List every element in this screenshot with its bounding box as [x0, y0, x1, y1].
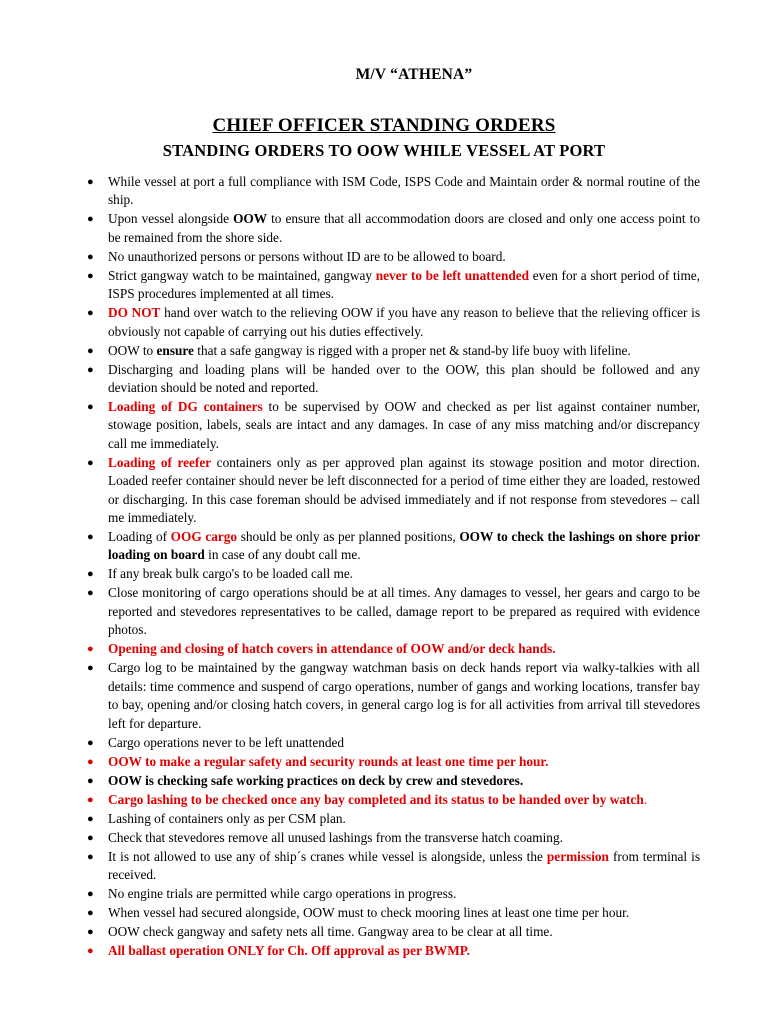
order-item — [86, 173, 700, 210]
order-item — [86, 248, 700, 266]
bullet-dot-icon: ● — [87, 176, 94, 188]
order-text: OOW to check the lashings on shore prior loading on board — [108, 529, 701, 563]
order-text: Strict gangway watch to be maintained, gangway — [108, 267, 376, 283]
order-text: OOG cargo — [170, 529, 238, 545]
order-item — [86, 734, 700, 752]
order-text: Lashing of containers only as per CSM plan. — [108, 810, 346, 826]
bullet-dot-icon: ● — [87, 850, 94, 863]
order-item — [86, 565, 700, 583]
bullet-dot-icon: ● — [87, 587, 94, 600]
order-text: Loading of reefer — [108, 454, 212, 470]
order-item — [86, 753, 700, 771]
order-item — [86, 772, 700, 790]
bullet-dot-icon: ● — [87, 662, 94, 675]
order-text: Cargo operations never to be left unattended — [108, 734, 345, 750]
order-text: containers only as per approved plan against its stowage position and motor direction. Loaded reefer container should never be left disconnected for a period of time either they are loaded, restowed or discharging. In this case foreman should be advised immediately and if not response from stevedores – call me immediately. — [108, 454, 700, 526]
order-text: OOW to make a regular safety and security rounds at least one time per hour. — [108, 753, 549, 769]
order-text: Cargo log to be maintained by the gangway watchman basis on deck hands report via walky-talkies with all details: time commence and suspend of cargo operations, number of gangs and working locations, transfer bay to bay, opening and/or closing hatch covers, in general cargo log is for all activities from arrival till stevedores left for departure. — [108, 660, 700, 731]
order-text: Discharging and loading plans will be handed over to the OOW, this plan should be followed and any deviation should be noted and reported. — [108, 361, 700, 396]
standing-orders-list — [86, 173, 700, 961]
bullet-dot-icon: ● — [87, 944, 94, 957]
bullet-dot-icon: ● — [87, 213, 94, 226]
bullet-dot-icon: ● — [87, 344, 94, 357]
order-text: OOW check gangway and safety nets all time. Gangway area to be clear at all time. — [108, 923, 553, 939]
order-text: hand over watch to the relieving OOW if you have any reason to believe that the relieving officer is obviously not capable of carrying out his duties effectively. — [108, 305, 700, 339]
bullet-dot-icon: ● — [87, 456, 94, 469]
bullet-dot-icon: ● — [87, 363, 94, 376]
document-title: CHIEF OFFICER STANDING ORDERS — [212, 115, 556, 136]
bullet-dot-icon: ● — [87, 401, 94, 414]
bullet-dot-icon: ● — [87, 774, 94, 787]
order-text: When vessel had secured alongside, OOW must to check mooring lines at least one time per hour. — [108, 904, 630, 920]
order-text: ensure — [156, 342, 194, 358]
order-item — [86, 942, 700, 960]
bullet-dot-icon: ● — [87, 643, 94, 656]
order-text: Check that stevedores remove all unused lashings from the transverse hatch coaming. — [108, 829, 563, 845]
order-item — [86, 528, 700, 565]
order-text: OOW to — [108, 342, 157, 358]
order-item — [86, 659, 700, 733]
order-text: Close monitoring of cargo operations should be at all times. Any damages to vessel, her gears and cargo to be reported and stevedores representatives to be called, damage report to be prepared as required with evidence photos. — [108, 585, 700, 638]
order-text: It is not allowed to use any of ship´s cranes while vessel is alongside, unless the — [108, 848, 547, 864]
order-item — [86, 904, 700, 922]
order-text: to ensure that all accommodation doors are closed and only one access point to be remained from the shore side. — [108, 211, 700, 245]
bullet-dot-icon: ● — [87, 568, 94, 581]
order-text: Cargo lashing to be checked once any bay completed and its status to be handed over by watch — [108, 791, 644, 807]
document-subtitle: STANDING ORDERS TO OOW WHILE VESSEL AT PORT — [162, 141, 606, 160]
order-item — [86, 398, 700, 453]
order-text: to be supervised by OOW and checked as per list against container number, stowage position, labels, seals are intact and any damages. In case of any miss matching and/or discrepancy call me immediately. — [108, 399, 700, 451]
order-item — [86, 810, 700, 828]
order-item — [86, 267, 700, 304]
order-text: . — [643, 791, 648, 807]
bullet-dot-icon: ● — [87, 250, 94, 263]
order-text: even for a short period of time, ISPS procedures implemented at all times. — [108, 267, 701, 302]
order-item — [86, 210, 700, 247]
order-item — [86, 923, 700, 941]
order-text: Loading of DG containers — [108, 399, 263, 415]
order-text: Opening and closing of hatch covers in attendance of OOW and/or deck hands. — [108, 641, 556, 657]
bullet-dot-icon: ● — [87, 887, 94, 900]
order-text: No unauthorized persons or persons without ID are to be allowed to board. — [108, 248, 506, 264]
order-text: DO NOT — [108, 305, 161, 321]
bullet-dot-icon: ● — [87, 736, 94, 749]
order-item — [86, 829, 700, 847]
order-item — [86, 885, 700, 903]
order-text: While vessel at port a full compliance with ISM Code, ISPS Code and Maintain order & normal routine of the ship. — [108, 174, 700, 208]
order-text: Loading of — [108, 529, 171, 545]
bullet-dot-icon: ● — [87, 269, 94, 282]
order-item — [86, 361, 700, 398]
order-text: Upon vessel alongside — [108, 211, 234, 227]
order-text: All ballast operation ONLY for Ch. Off approval as per BWMP. — [108, 942, 471, 958]
order-text: never to be left unattended — [375, 267, 530, 283]
order-item — [86, 584, 700, 639]
order-text: from terminal is received. — [108, 848, 700, 882]
order-text: OOW is checking safe working practices on deck by crew and stevedores. — [108, 772, 524, 788]
order-text: OOW — [233, 211, 268, 227]
order-item — [86, 342, 700, 360]
order-item — [86, 848, 700, 885]
bullet-dot-icon: ● — [87, 531, 94, 544]
order-item — [86, 791, 700, 809]
bullet-dot-icon: ● — [87, 793, 94, 806]
order-text: No engine trials are permitted while cargo operations in progress. — [108, 885, 457, 901]
bullet-dot-icon: ● — [87, 831, 94, 844]
order-item — [86, 454, 700, 528]
bullet-dot-icon: ● — [87, 906, 94, 919]
order-text: permission — [546, 848, 609, 864]
order-text: that a safe gangway is rigged with a proper net & stand-by life buoy with lifeline. — [193, 342, 631, 358]
order-text: If any break bulk cargo's to be loaded call me. — [108, 566, 354, 582]
vessel-name: M/V “ATHENA” — [355, 66, 473, 83]
bullet-dot-icon: ● — [87, 755, 94, 768]
order-text: in case of any doubt call me. — [204, 547, 361, 563]
bullet-dot-icon: ● — [87, 307, 94, 320]
order-text: should be only as per planned positions, — [237, 529, 460, 545]
order-item — [86, 304, 700, 341]
order-item — [86, 640, 700, 658]
bullet-dot-icon: ● — [87, 925, 94, 938]
bullet-dot-icon: ● — [87, 812, 94, 825]
